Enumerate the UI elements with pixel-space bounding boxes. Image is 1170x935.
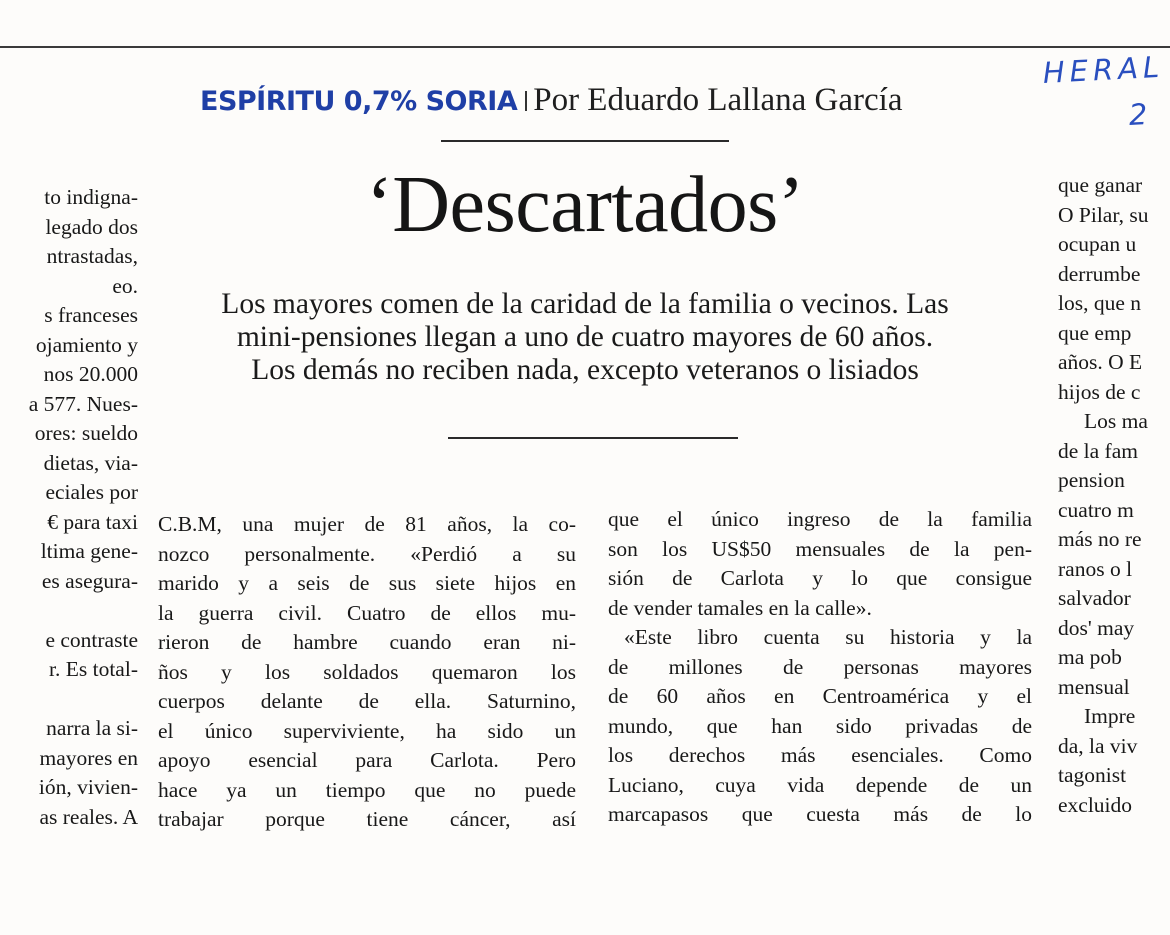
column-line: rieron de hambre cuando eran ni- (158, 630, 576, 654)
column-line: apoyo esencial para Carlota. Pero (158, 748, 576, 772)
top-rule (0, 46, 1170, 48)
section-header (200, 82, 902, 119)
column-line: da, la viv (1058, 733, 1138, 758)
column-line: de vender tamales en la calle». (608, 595, 872, 620)
column-line: tagonist (1058, 763, 1127, 787)
column-line: de la fam (1058, 438, 1138, 463)
column-line: legado dos (45, 214, 138, 239)
column-line: ltima gene- (40, 539, 138, 563)
column-line: el único superviviente, ha sido un (158, 718, 576, 743)
right-column (1058, 171, 1170, 820)
column-line: derrumbe (1058, 261, 1141, 286)
column-line: to indigna- (44, 185, 138, 209)
column-line: e contraste (45, 627, 138, 652)
column-line: cuatro m (1058, 497, 1134, 522)
column-line: que ganar (1058, 173, 1143, 197)
column-line: excluido (1058, 792, 1133, 817)
column-line: as reales. A (39, 804, 138, 829)
column-line: son los US$50 mensuales de la pen- (608, 536, 1032, 561)
dek-line: mini-pensiones llegan a uno de cuatro mayores de 60 años. (236, 321, 934, 353)
section-name: ESPÍRITU 0,7% SORIA (200, 86, 518, 117)
column-line: salvador (1058, 586, 1131, 610)
column-line (0, 685, 138, 715)
column-line: que el único ingreso de la familia (608, 507, 1032, 531)
article-column-2 (608, 505, 1032, 830)
column-line: nos 20.000 (43, 362, 138, 386)
column-line: cuerpos delante de ella. Saturnino, (158, 689, 576, 713)
dek-bottom-rule (448, 437, 738, 439)
column-line: trabajar porque tiene cáncer, así (158, 807, 576, 831)
headline: ‘Descartados’ (366, 161, 804, 249)
column-line: marido y a seis de sus siete hijos en (158, 571, 576, 595)
column-line: ntrastadas, (46, 244, 138, 268)
handwritten-note-line2: 2 (1128, 96, 1154, 132)
column-line: ños y los soldados quemaron los (158, 659, 576, 684)
column-line: pension (1058, 468, 1125, 492)
column-line: ión, vivien- (38, 775, 138, 799)
column-line: ranos o l (1058, 556, 1133, 581)
column-line: hijos de c (1058, 379, 1141, 404)
column-line: ocupan u (1058, 232, 1137, 256)
left-column (0, 183, 138, 832)
column-line: de millones de personas mayores (608, 654, 1032, 679)
byline: Por Eduardo Lallana García (533, 82, 903, 118)
column-line: la guerra civil. Cuatro de ellos mu- (158, 600, 576, 625)
column-line: que emp (1058, 320, 1132, 345)
column-line: mundo, que han sido privadas de (608, 713, 1032, 738)
dek-line: Los mayores comen de la caridad de la familia o vecinos. Las (221, 288, 949, 320)
handwritten-note-line1: HERAL (1042, 49, 1165, 90)
column-line: € para taxi (47, 509, 138, 534)
column-line: r. Es total- (49, 657, 138, 681)
column-line: Los ma (1084, 409, 1148, 433)
column-line: «Este libro cuenta su historia y la (624, 625, 1032, 649)
column-line: s franceses (44, 303, 138, 327)
column-line: dietas, via- (43, 450, 138, 475)
column-line: Luciano, cuya vida depende de un (608, 772, 1032, 797)
column-line: ma pob (1058, 645, 1122, 669)
column-line: sión de Carlota y lo que consigue (608, 566, 1032, 590)
column-line: Impre (1084, 704, 1136, 728)
column-line: más no re (1058, 527, 1142, 551)
column-line: los, que n (1058, 291, 1142, 315)
column-line: eciales por (45, 480, 138, 504)
dek (150, 288, 1020, 387)
column-line: de 60 años en Centroamérica y el (608, 684, 1032, 708)
column-line: O Pilar, su (1058, 202, 1149, 227)
column-line: narra la si- (46, 716, 138, 740)
article-column-1 (158, 510, 576, 835)
column-line: dos' may (1058, 615, 1135, 640)
column-line (0, 596, 138, 626)
column-line: años. O E (1058, 350, 1143, 374)
dek-line: Los demás no reciben nada, excepto veteranos o lisiados (251, 354, 919, 386)
column-line: hace ya un tiempo que no puede (158, 777, 576, 802)
column-line: es asegura- (41, 568, 138, 593)
column-line: los derechos más esenciales. Como (608, 743, 1032, 767)
column-line: eo. (112, 273, 138, 298)
section-separator (525, 91, 527, 111)
column-line: marcapasos que cuesta más de lo (608, 802, 1032, 826)
column-line: nozco personalmente. «Perdió a su (158, 541, 576, 566)
column-line: C.B.M, una mujer de 81 años, la co- (158, 512, 576, 536)
headline-top-rule (441, 140, 729, 142)
column-line: ojamiento y (35, 332, 138, 357)
column-line: a 577. Nues- (28, 391, 138, 416)
column-line: mayores en (39, 745, 138, 770)
column-line: mensual (1058, 674, 1130, 699)
column-line: ores: sueldo (34, 421, 138, 445)
